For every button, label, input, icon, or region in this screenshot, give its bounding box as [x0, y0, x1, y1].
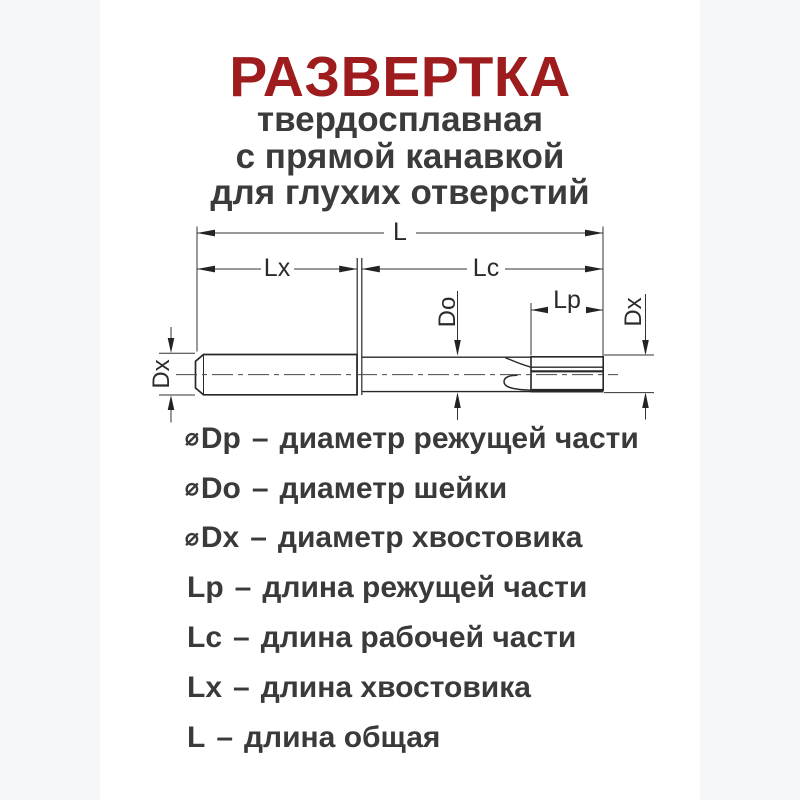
legend-dash: – — [234, 571, 252, 605]
legend-symbol: Lx — [187, 670, 223, 704]
legend-row — [185, 514, 639, 564]
arrowhead — [642, 392, 649, 408]
legend-dash: – — [233, 670, 250, 704]
dim-do-label: Do — [434, 296, 461, 328]
legend-symbol: Lp — [187, 571, 224, 605]
dim-l-label: L — [393, 218, 407, 246]
dim-lp-label: Lp — [553, 286, 581, 314]
legend-text: длина рабочей части — [260, 621, 577, 655]
arrowhead — [585, 266, 603, 273]
subtitle-line: твердосплавная — [256, 100, 544, 139]
arrowhead — [197, 230, 215, 237]
legend-text: диаметр режущей части — [279, 421, 639, 455]
legend-dash: – — [233, 621, 250, 655]
cutting-part-outline — [531, 357, 603, 391]
legend-symbol: Dx — [200, 521, 240, 555]
diameter-symbol: ⌀ — [185, 474, 199, 501]
legend-dash: – — [216, 720, 234, 754]
dim-dx-shank-label: Dx — [148, 359, 175, 389]
diameter-symbol: ⌀ — [185, 523, 199, 550]
legend-row — [185, 414, 639, 464]
arrowhead — [642, 340, 649, 355]
legend-dash: – — [251, 421, 269, 455]
dim-lc-label: Lc — [472, 254, 500, 282]
flute-runout-bottom-hook — [504, 375, 531, 390]
arrowhead — [362, 266, 380, 273]
arrowhead — [197, 266, 215, 273]
arrowhead — [585, 230, 603, 237]
legend-row — [185, 613, 639, 663]
subtitle-line: с прямой канавкой — [235, 136, 565, 176]
legend-text: длина режущей части — [262, 571, 588, 605]
legend-text: длина общая — [244, 720, 441, 754]
arrowhead — [454, 340, 461, 356]
flute-runout-top-curve — [505, 358, 531, 368]
legend-symbol: Lc — [187, 621, 223, 655]
legend-dash: – — [251, 471, 269, 505]
legend-symbol: Do — [200, 471, 241, 505]
arrowhead — [586, 307, 603, 313]
arrowhead — [168, 338, 175, 353]
legend-row — [185, 663, 639, 713]
legend-text: длина хвостовика — [260, 670, 531, 704]
legend-symbol: L — [187, 720, 206, 754]
arrowhead — [339, 266, 357, 273]
arrowhead — [168, 395, 175, 410]
dim-dx-cutting-label: Dx — [620, 297, 647, 327]
legend-text: диаметр хвостовика — [277, 521, 583, 555]
legend — [185, 414, 639, 763]
legend-text: диаметр шейки — [279, 471, 508, 505]
diameter-symbol: ⌀ — [185, 424, 199, 451]
dim-lx-label: Lx — [263, 254, 291, 282]
legend-row — [185, 464, 639, 514]
page-title: РАЗВЕРТКА — [229, 45, 571, 109]
legend-row — [185, 713, 639, 763]
legend-symbol: Dp — [200, 421, 241, 455]
subtitle-line: для глухих отверстий — [210, 173, 590, 212]
legend-row — [185, 563, 639, 613]
legend-dash: – — [250, 521, 267, 555]
arrowhead — [454, 392, 461, 408]
arrowhead — [531, 307, 548, 313]
